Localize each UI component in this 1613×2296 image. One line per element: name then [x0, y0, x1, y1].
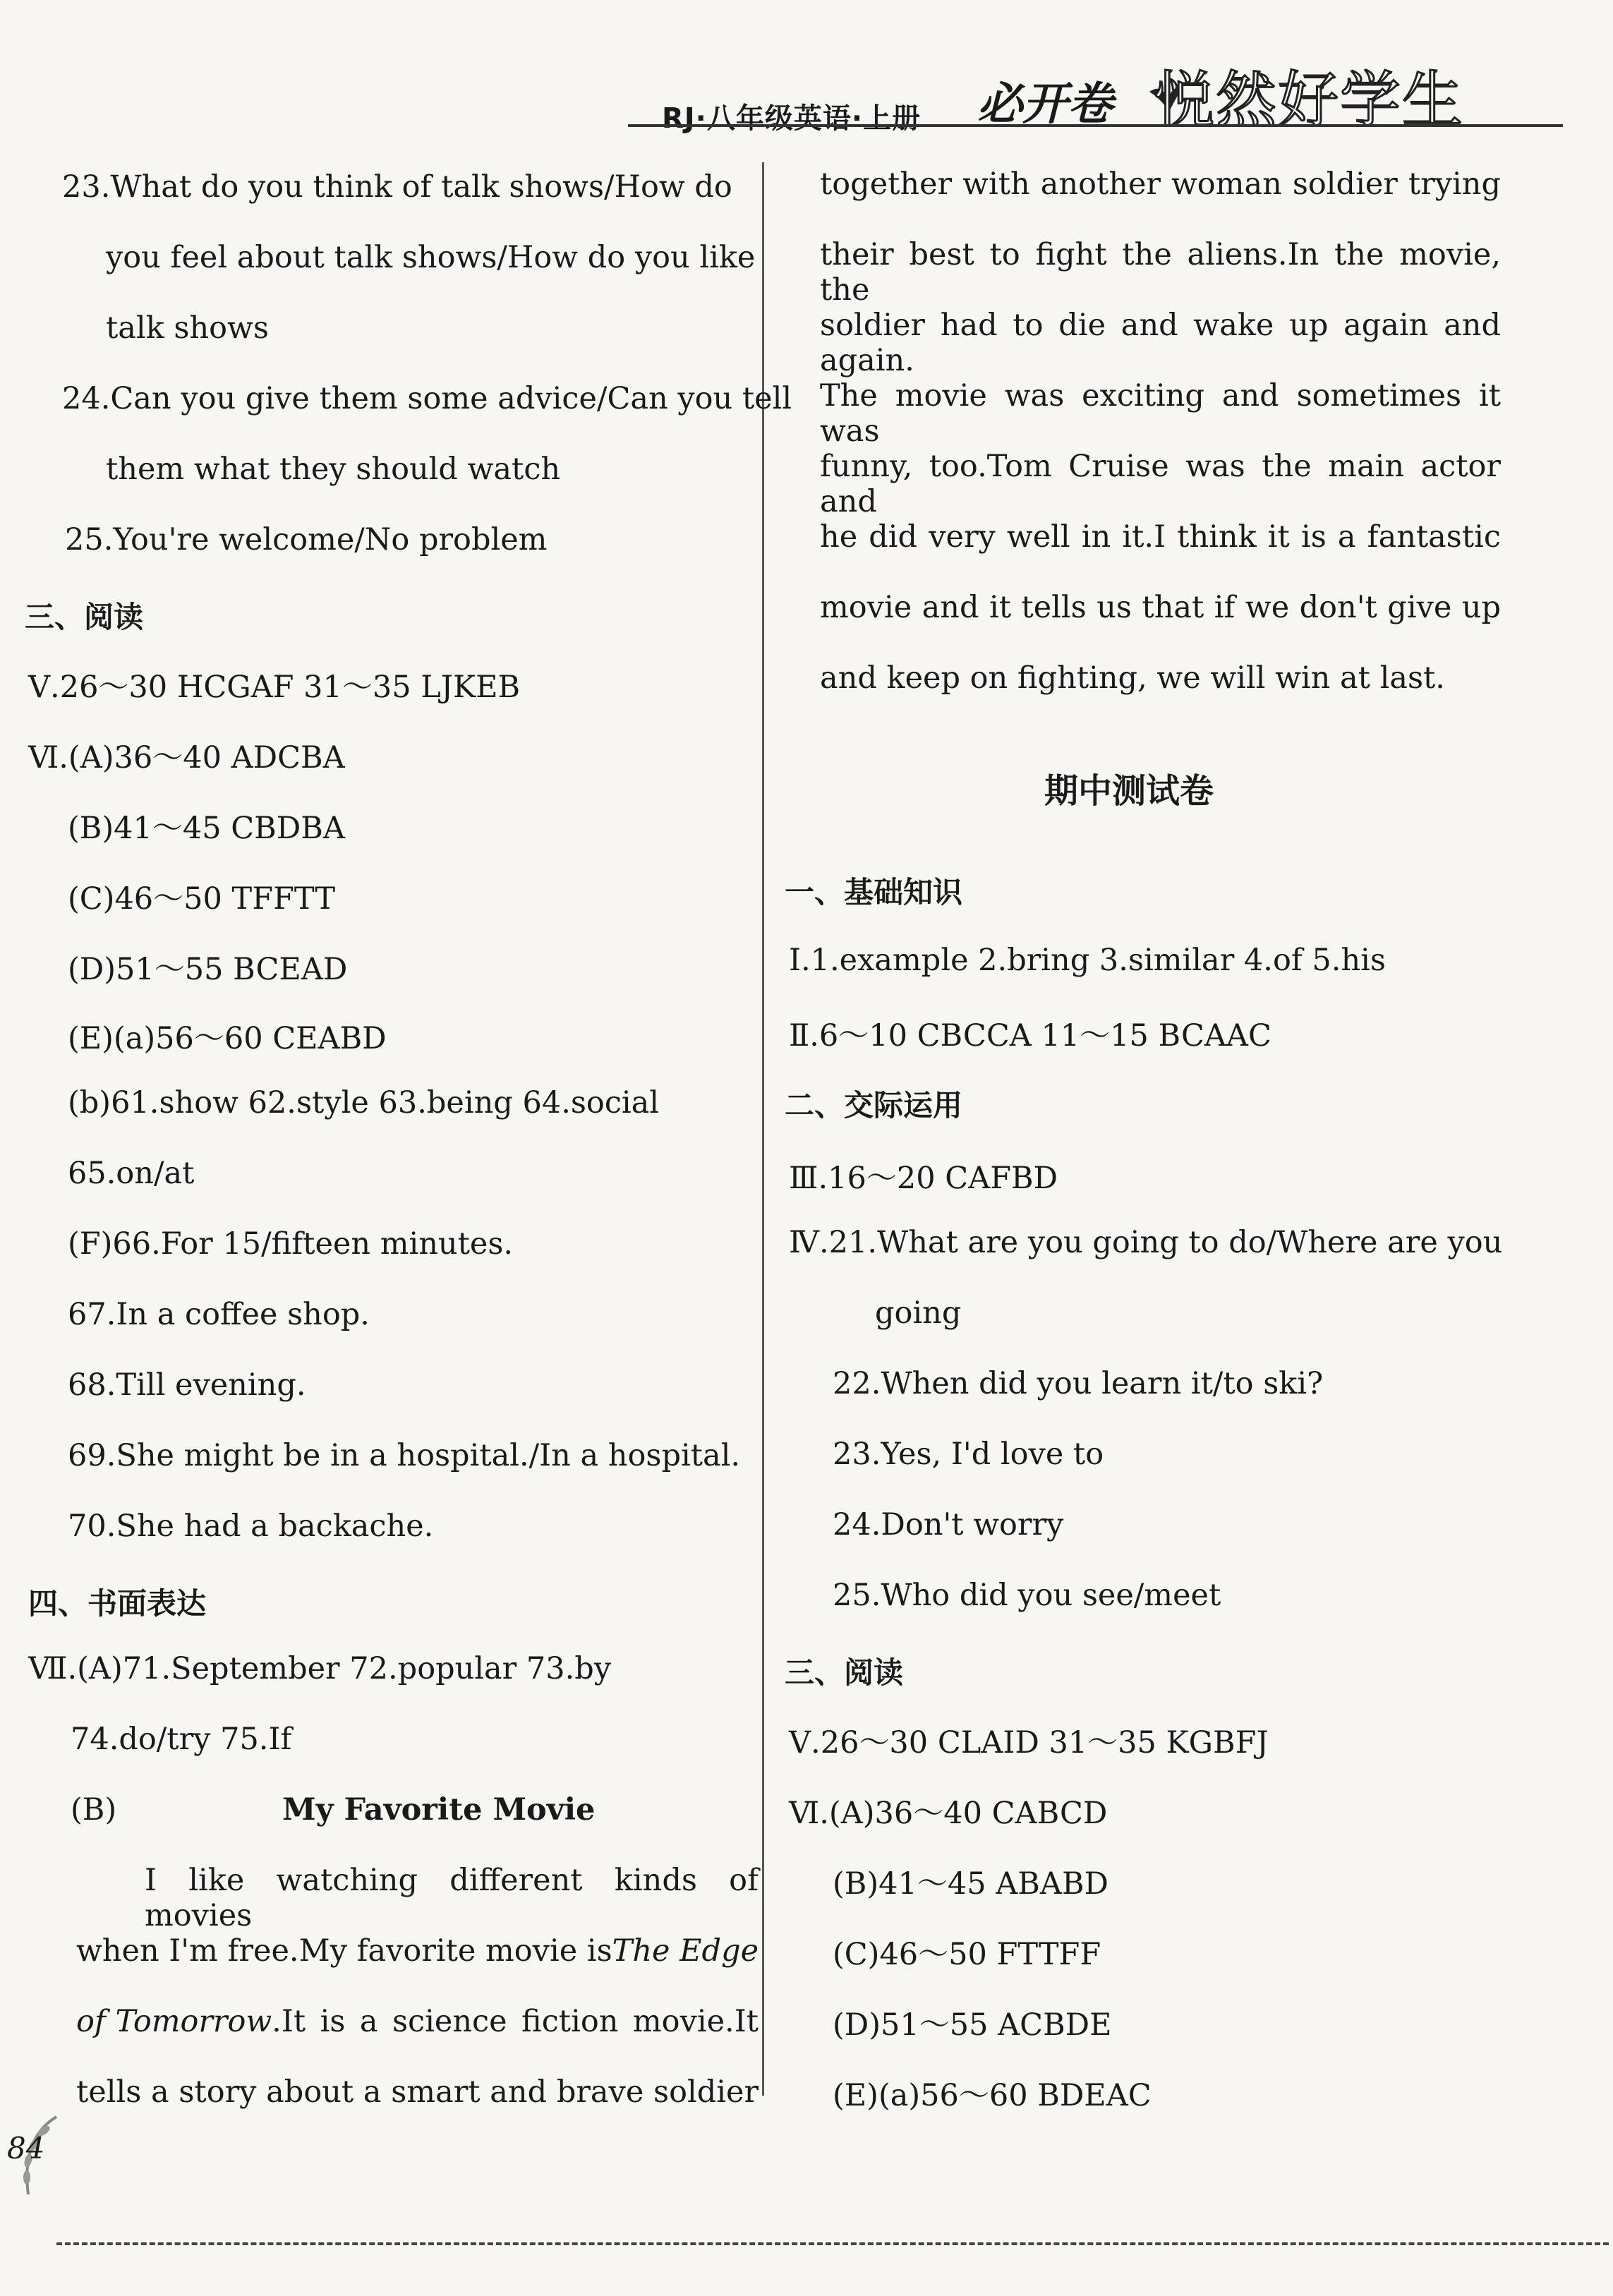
series-name: 必开卷: [977, 78, 1113, 131]
essay-text: when I'm free.My favorite movie is: [76, 1933, 612, 1969]
essay-line: The movie was exciting and sometimes it was: [820, 378, 1501, 449]
answer-25: 25.You're welcome/No problem: [65, 522, 548, 557]
answers-vi-e-b-line1: (b)61.show 62.style 63.being 64.social: [68, 1085, 660, 1120]
answer-67: 67.In a coffee shop.: [68, 1297, 370, 1332]
midterm-test-title: 期中测试卷: [1044, 771, 1214, 811]
answer-25: 25.Who did you see/meet: [833, 1578, 1221, 1613]
essay-line: [76, 2004, 759, 2039]
page-header: [0, 0, 1613, 134]
answers-vii-a-line2: 74.do/try 75.If: [71, 1722, 292, 1757]
answers-vi-d: (D)51～55 ACBDE: [833, 2007, 1112, 2043]
answers-vi-e-b-line2: 65.on/at: [68, 1156, 195, 1191]
footer-rule: [56, 2242, 1609, 2245]
answers-vii-a-line1: Ⅶ.(A)71.September 72.popular 73.by: [28, 1651, 612, 1686]
essay-line: together with another woman soldier trying: [820, 167, 1501, 202]
answers-v: Ⅴ.26～30 HCGAF 31～35 LJKEB: [28, 670, 521, 705]
answers-vi-e-a: (E)(a)56～60 CEABD: [68, 1021, 387, 1056]
answers-vi-d: (D)51～55 BCEAD: [68, 952, 348, 987]
answer-21-line1: Ⅳ.21.What are you going to do/Where are you: [789, 1225, 1503, 1260]
essay-line: he did very well in it.I think it is a fantastic: [820, 519, 1501, 555]
answer-68: 68.Till evening.: [68, 1367, 306, 1403]
essay-line: and keep on fighting, we will win at last.: [820, 660, 1445, 696]
answers-i: Ⅰ.1.example 2.bring 3.similar 4.of 5.his: [789, 943, 1386, 978]
section-writing-title: 四、书面表达: [28, 1586, 207, 1621]
answers-vii-b-label: (B): [71, 1792, 117, 1827]
essay-line: their best to fight the aliens.In the movie, the: [820, 237, 1501, 308]
answers-vi-c: (C)46～50 TFFTT: [68, 881, 336, 917]
section-communication-title: 二、交际运用: [785, 1088, 963, 1123]
movie-title-italic: of Tomorrow: [76, 2004, 272, 2039]
essay-line: funny, too.Tom Cruise was the main actor and: [820, 449, 1501, 519]
answers-vi-a: Ⅵ.(A)36～40 ADCBA: [28, 740, 345, 775]
answer-22: 22.When did you learn it/to ski?: [833, 1366, 1324, 1401]
answers-vi-a: Ⅵ.(A)36～40 CABCD: [789, 1796, 1108, 1831]
essay-line: soldier had to die and wake up again and again.: [820, 308, 1501, 378]
answer-24: 24.Don't worry: [833, 1507, 1064, 1542]
answers-iii: Ⅲ.16～20 CAFBD: [789, 1161, 1058, 1196]
answers-v: Ⅴ.26～30 CLAID 31～35 KGBFJ: [789, 1725, 1269, 1760]
section-reading-title: 三、阅读: [785, 1655, 904, 1690]
essay-line: tells a story about a smart and brave soldier: [76, 2074, 759, 2110]
header-rule: [628, 124, 1563, 127]
essay-text: .It is a science fiction movie.It: [272, 2004, 759, 2039]
brand-logo: 悦然好学生: [1154, 65, 1464, 135]
answer-23-line3: talk shows: [106, 310, 269, 346]
answers-vi-b: (B)41～45 ABABD: [833, 1866, 1109, 1902]
answers-vi-c: (C)46～50 FTTFF: [833, 1937, 1101, 1972]
answer-23: 23.Yes, I'd love to: [833, 1437, 1104, 1472]
essay-line: movie and it tells us that if we don't give up: [820, 590, 1501, 625]
answer-70: 70.She had a backache.: [68, 1509, 434, 1544]
essay-title: My Favorite Movie: [282, 1792, 596, 1827]
answer-23-line2: you feel about talk shows/How do you like: [106, 240, 756, 275]
section-reading-title: 三、阅读: [25, 600, 144, 634]
answers-vi-e-a: (E)(a)56～60 BDEAC: [833, 2078, 1152, 2113]
answer-24-line1: 24.Can you give them some advice/Can you tell: [62, 381, 792, 416]
answer-66: (F)66.For 15/fifteen minutes.: [68, 1226, 514, 1262]
answer-24-line2: them what they should watch: [106, 452, 561, 487]
essay-line: [76, 1933, 759, 1969]
movie-title-italic: The Edge: [612, 1933, 759, 1969]
answers-vi-b: (B)41～45 CBDBA: [68, 811, 345, 846]
answer-23-line1: 23.What do you think of talk shows/How do: [62, 169, 732, 205]
answers-ii: Ⅱ.6～10 CBCCA 11～15 BCAAC: [789, 1018, 1271, 1053]
book-subject: RJ·八年级英语·上册: [662, 102, 922, 135]
essay-line: I like watching different kinds of movies: [145, 1863, 759, 1933]
section-basics-title: 一、基础知识: [785, 875, 963, 910]
column-divider: [762, 162, 764, 2096]
answer-21-line2: going: [875, 1295, 962, 1331]
answer-69: 69.She might be in a hospital./In a hospital.: [68, 1438, 741, 1473]
page-number: 84: [7, 2131, 45, 2165]
